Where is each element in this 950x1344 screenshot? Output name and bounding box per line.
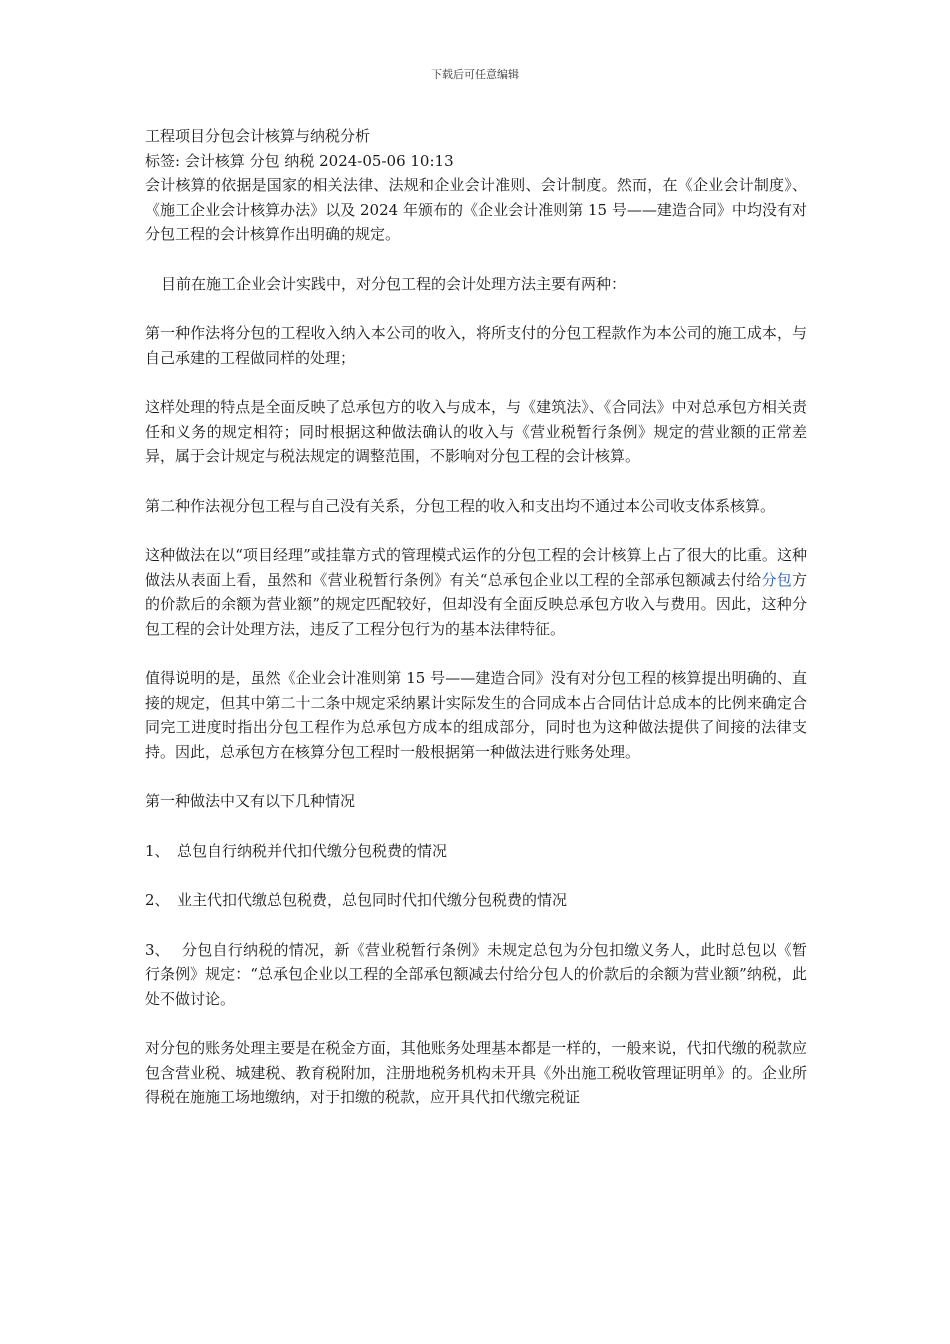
- paragraph-method-two-analysis: [145, 543, 807, 641]
- paragraph-method-one: 第一种作法将分包的工程收入纳入本公司的收入，将所支付的分包工程款作为本公司的施工成本，与自己承建的工程做同样的处理；: [145, 324, 807, 367]
- paragraph-method-two: 第二种作法视分包工程与自己没有关系，分包工程的收入和支出均不通过本公司收支体系核算。: [145, 496, 776, 515]
- paragraph-text-after-link: 方的价款后的余额为营业额”的规定匹配较好，但却没有全面反映总承包方收入与费用。因此，这种分包工程的会计处理方法，违反了工程分包行为的基本法律特征。: [145, 570, 807, 638]
- list-item-2: [145, 888, 807, 913]
- paragraph-standard-note: 值得说明的是，虽然《企业会计准则第 15 号——建造合同》没有对分包工程的核算提出明确的、直接的规定，但其中第二十二条中规定采纳累计实际发生的合同成本占合同估计总成本的比例来确定合同完工进度时指出分包工程作为总承包方成本的组成部分，同时也为这种做法提供了间接的法律支持。因此，总承包方在核算分包工程时一般根据第一种做法进行账务处理。: [145, 669, 807, 761]
- paragraph-text-before-link: 这种做法在以“项目经理”或挂靠方式的管理模式运作的分包工程的会计核算上占了很大的比重。这种做法从表面上看，虽然和《营业税暂行条例》有关“总承包企业以工程的全部承包额减去付给: [145, 546, 807, 589]
- document-body: [145, 124, 807, 1110]
- paragraph-basis: 会计核算的依据是国家的相关法律、法规和企业会计准则、会计制度。然而，在《企业会计制度》、《施工企业会计核算办法》以及 2024 年颁布的《企业会计准则第 15 号——建造合同》中均没有对分包工程的会计核算作出明确的规定。: [145, 176, 807, 243]
- list-text: 业主代扣代缴总包税费，总包同时代扣代缴分包税费的情况: [177, 891, 568, 909]
- list-number: 3、: [145, 940, 170, 959]
- paragraph-practice-methods: 目前在施工企业会计实践中，对分包工程的会计处理方法主要有两种：: [161, 274, 627, 293]
- list-number: 2、: [145, 891, 170, 909]
- subcontract-link[interactable]: 分包: [761, 570, 792, 589]
- list-text: 总包自行纳税并代扣代缴分包税费的情况: [177, 841, 448, 860]
- list-number: 1、: [145, 841, 170, 860]
- page-header-note: 下载后可任意编辑: [431, 68, 519, 81]
- paragraph-cases-intro: 第一种做法中又有以下几种情况: [145, 792, 356, 810]
- list-item-1: [145, 839, 807, 864]
- list-item-3: [145, 938, 807, 1012]
- article-title: 工程项目分包会计核算与纳税分析: [145, 127, 371, 145]
- list-text: 分包自行纳税的情况，新《营业税暂行条例》未规定总包为分包扣缴义务人，此时总包以《暂行条例》规定：“总承包企业以工程的全部承包额减去付给分包人的价款后的余额为营业额”纳税，此处不做讨论。: [145, 940, 807, 1008]
- article-tags-line: 标签: 会计核算 分包 纳税 2024-05-06 10:13: [145, 151, 454, 170]
- paragraph-method-one-features: 这样处理的特点是全面反映了总承包方的收入与成本，与《建筑法》、《合同法》中对总承包方相关责任和义务的规定相符；同时根据这种做法确认的收入与《营业税暂行条例》规定的营业额的正常差异，属于会计规定与税法规定的调整范围，不影响对分包工程的会计核算。: [145, 398, 807, 465]
- paragraph-accounting-treatment: 对分包的账务处理主要是在税金方面，其他账务处理基本都是一样的，一般来说，代扣代缴的税款应包含营业税、城建税、教育税附加，注册地税务机构未开具《外出施工税收管理证明单》的。企业所得税在施施工场地缴纳，对于扣缴的税款，应开具代扣代缴完税证: [145, 1039, 807, 1106]
